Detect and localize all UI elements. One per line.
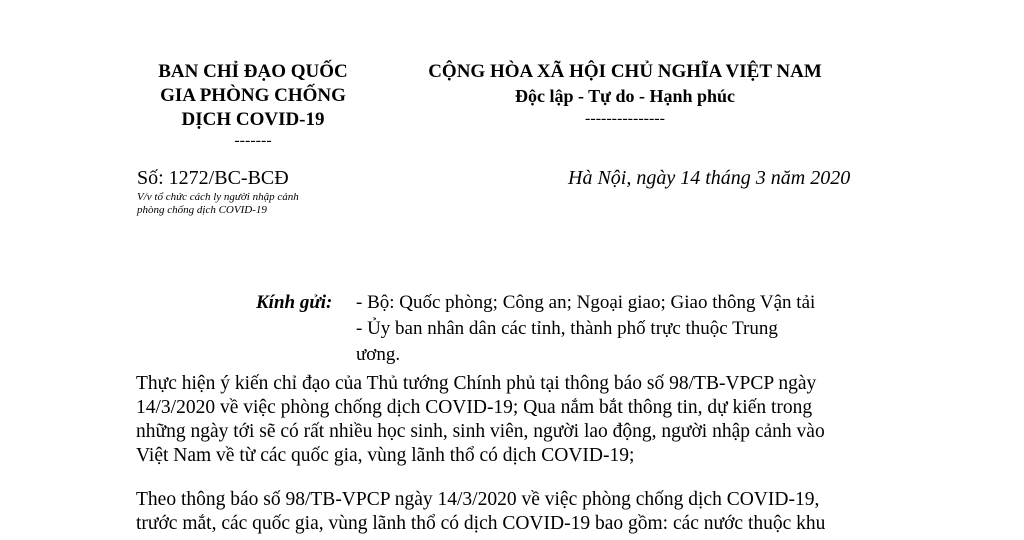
recipient-list: [356, 290, 876, 368]
nation-separator: ---------------: [585, 110, 665, 127]
paragraph-line: trước mắt, các quốc gia, vùng lãnh thổ có dịch COVID-19 bao gồm: các nước thuộc khu: [136, 513, 826, 534]
organization-separator: -------: [234, 132, 272, 149]
recipient-line: ương.: [356, 344, 401, 365]
organization-line: GIA PHÒNG CHỐNG: [160, 85, 346, 106]
paragraph-line: Thực hiện ý kiến chỉ đạo của Thủ tướng Chính phủ tại thông báo số 98/TB-VPCP ngày: [136, 373, 817, 394]
recipient-line: - Bộ: Quốc phòng; Công an; Ngoại giao; Giao thông Vận tải: [356, 292, 816, 313]
place-date: Hà Nội, ngày 14 tháng 3 năm 2020: [568, 167, 851, 189]
issuing-organization: [135, 60, 371, 150]
nation-title: CỘNG HÒA XÃ HỘI CHỦ NGHĨA VIỆT NAM: [428, 61, 822, 82]
organization-line: BAN CHỈ ĐẠO QUỐC: [158, 61, 348, 82]
paragraph-line: những ngày tới sẽ có rất nhiều học sinh, sinh viên, người lao động, người nhập cảnh vào: [136, 421, 825, 442]
subject-line: phòng chống dịch COVID-19: [137, 204, 267, 216]
paragraph-line: Việt Nam về từ các quốc gia, vùng lãnh thổ có dịch COVID-19;: [136, 445, 635, 466]
recipient-line: - Ủy ban nhân dân các tỉnh, thành phố trực thuộc Trung: [356, 318, 778, 339]
organization-line: DỊCH COVID-19: [181, 109, 325, 130]
document-subject: [137, 191, 299, 217]
paragraph-line: Theo thông báo số 98/TB-VPCP ngày 14/3/2020 về việc phòng chống dịch COVID-19,: [136, 489, 820, 510]
recipient-label: Kính gửi:: [256, 292, 333, 313]
national-header: [395, 60, 855, 130]
nation-motto: Độc lập - Tự do - Hạnh phúc: [514, 86, 736, 106]
body-paragraph: [136, 372, 876, 468]
paragraph-line: 14/3/2020 về việc phòng chống dịch COVID-19; Qua nắm bắt thông tin, dự kiến trong: [136, 397, 813, 418]
subject-line: V/v tổ chức cách ly người nhập cảnh: [137, 191, 299, 203]
document-number: Số: 1272/BC-BCĐ: [137, 167, 289, 189]
body-paragraph: [136, 488, 876, 536]
